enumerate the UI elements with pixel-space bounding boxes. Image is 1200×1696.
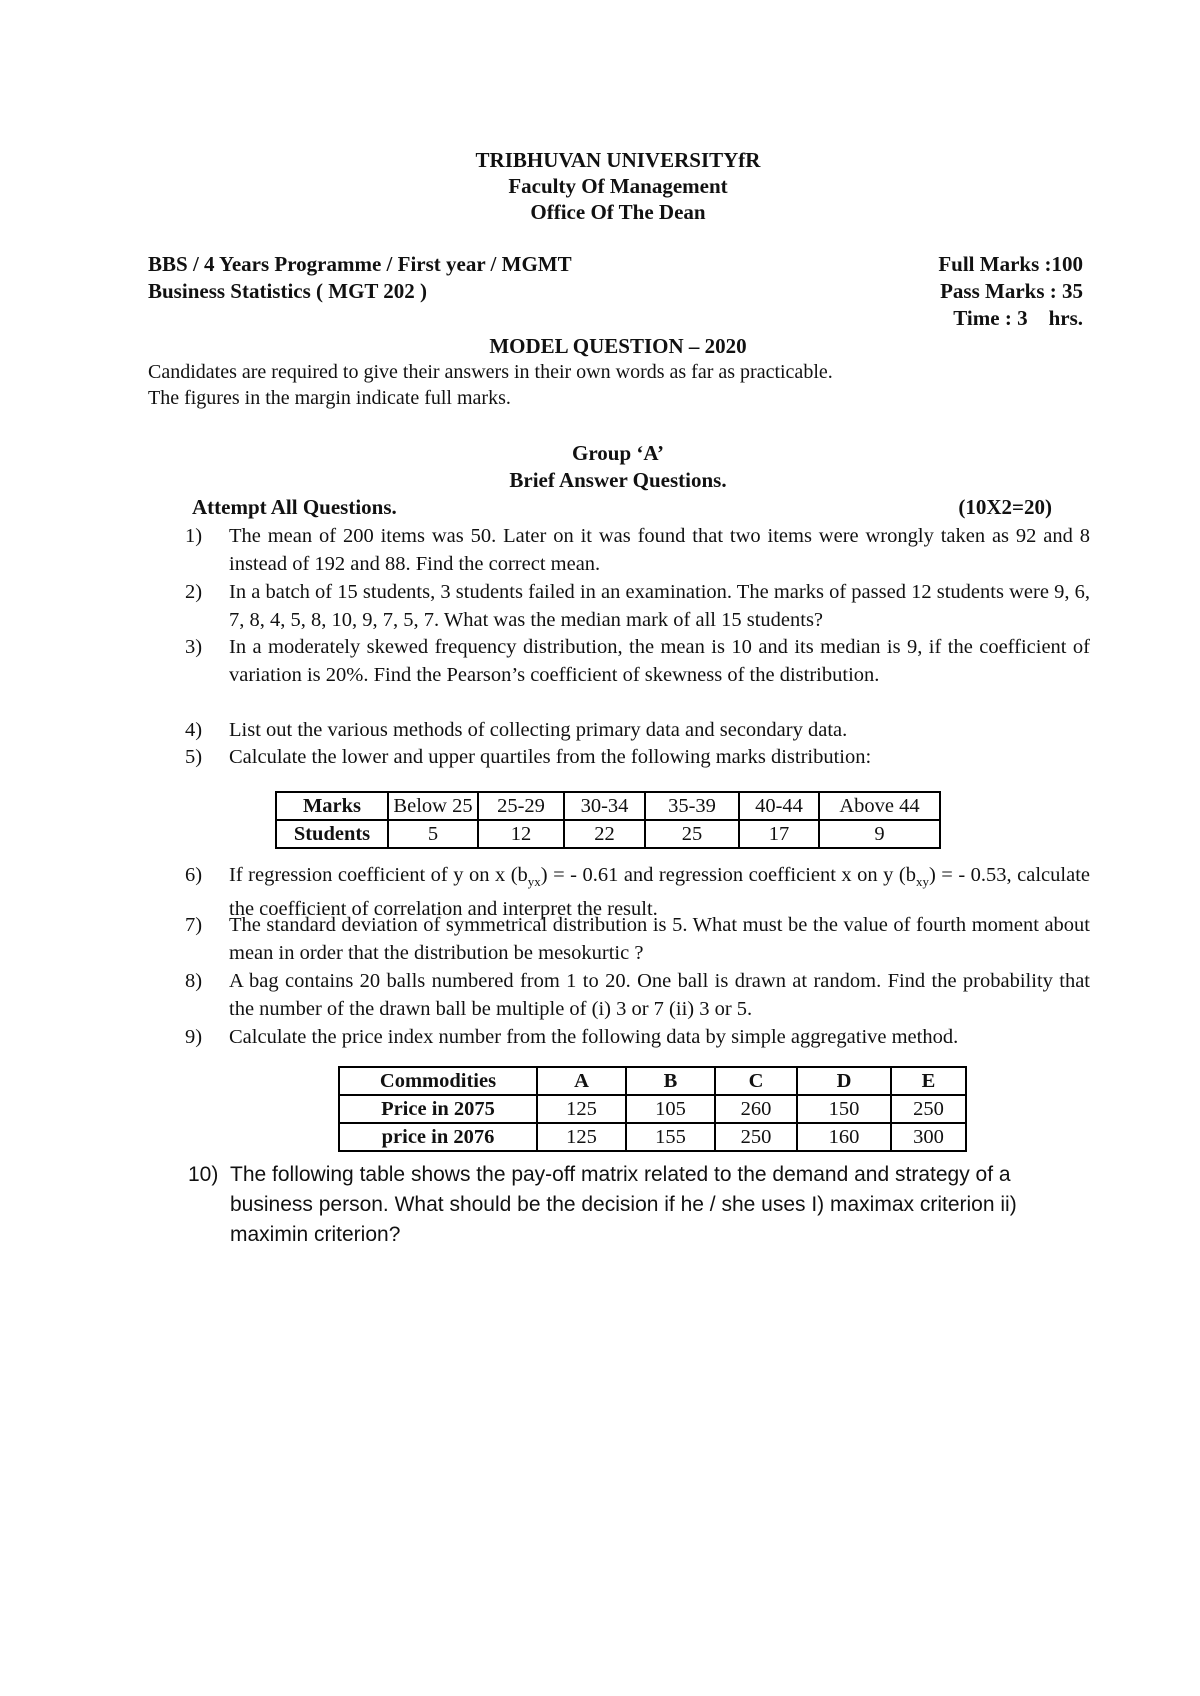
question-number: 6) [185, 864, 203, 886]
table-cell: 105 [626, 1095, 715, 1123]
table-row [339, 1123, 966, 1151]
question-text: If regression coefficient of y on x $(b_{yx})$ = - 0.61 and regression coefficient x on y $(b_{xy})$ = - 0.53, calculate the coefficient of correlation and interpret the result. [229, 864, 1090, 920]
table-header-cell: 25-29 [478, 792, 564, 820]
group-type: Brief Answer Questions. [509, 468, 727, 492]
pass-marks: Pass Marks : 35 [940, 279, 1083, 303]
question-text: List out the various methods of collecting primary data and secondary data. [229, 719, 848, 741]
attempt-instruction: Attempt All Questions. [192, 495, 397, 519]
instruction-2: The figures in the margin indicate full marks. [148, 387, 511, 409]
table-cell: 155 [626, 1123, 715, 1151]
table-header-cell: 30-34 [564, 792, 645, 820]
table-cell: 5 [388, 820, 478, 848]
table-header-cell: Commodities [339, 1067, 537, 1095]
price-index-table [338, 1066, 967, 1152]
question-number: 1) [185, 525, 203, 547]
table-cell: 22 [564, 820, 645, 848]
table-cell: Price in 2075 [339, 1095, 537, 1123]
question-text: The mean of 200 items was 50. Later on it was found that two items were wrongly taken as 92 and 8 instead of 192 and 88. Find the correct mean. [229, 525, 1090, 575]
table-cell: 12 [478, 820, 564, 848]
table-row [339, 1067, 966, 1095]
office-name: Office Of The Dean [530, 200, 706, 224]
table-header-cell: C [715, 1067, 797, 1095]
question-number: 3) [185, 636, 203, 658]
table-header-cell: Above 44 [819, 792, 940, 820]
table-cell: 9 [819, 820, 940, 848]
table-header-cell: 35-39 [645, 792, 739, 820]
table-cell: 150 [797, 1095, 891, 1123]
question-number: 4) [185, 719, 203, 741]
table-cell: price in 2076 [339, 1123, 537, 1151]
question-text: A bag contains 20 balls numbered from 1 to 20. One ball is drawn at random. Find the probability that the number of the drawn ball be multiple of (i) 3 or 7 (ii) 3 or 5. [229, 970, 1090, 1020]
table-cell: 125 [537, 1095, 626, 1123]
table-row [276, 820, 940, 848]
table-header-cell: A [537, 1067, 626, 1095]
table-row [276, 792, 940, 820]
table-cell: 17 [739, 820, 819, 848]
group-marks: (10X2=20) [958, 495, 1052, 519]
table-cell: 300 [891, 1123, 966, 1151]
table-cell: 25 [645, 820, 739, 848]
faculty-name: Faculty Of Management [508, 174, 728, 198]
question-number: 9) [185, 1026, 203, 1048]
exam-title: MODEL QUESTION – 2020 [489, 334, 747, 358]
table-header-cell: Below 25 [388, 792, 478, 820]
table-cell: 250 [715, 1123, 797, 1151]
question-text: Calculate the price index number from the following data by simple aggregative method. [229, 1026, 959, 1048]
question-text: The following table shows the pay-off matrix related to the demand and strategy of a business person. What should be the decision if he / she uses I) maximax criterion ii) maximin criterion? [230, 1163, 1017, 1246]
group-name: Group ‘A’ [572, 441, 664, 465]
subject: Business Statistics ( MGT 202 ) [148, 279, 428, 303]
programme: BBS / 4 Years Programme / First year / MGMT [148, 252, 572, 276]
table-cell: Students [276, 820, 388, 848]
table-cell: 260 [715, 1095, 797, 1123]
table-row [339, 1095, 966, 1123]
table-header-cell: D [797, 1067, 891, 1095]
question-number: 8) [185, 970, 203, 992]
time: Time : 3 hrs. [953, 306, 1083, 330]
question-text: In a batch of 15 students, 3 students failed in an examination. The marks of passed 12 students were 9, 6, 7, 8, 4, 5, 8, 10, 9, 7, 5, 7. What was the median mark of all 15 students? [229, 581, 1090, 631]
table-cell: 125 [537, 1123, 626, 1151]
question-text: In a moderately skewed frequency distribution, the mean is 10 and its median is 9, if the coefficient of variation is 20%. Find the Pearson’s coefficient of skewness of the distribution. [229, 636, 1090, 686]
marks-distribution-table [275, 791, 941, 849]
question-number: 10) [188, 1163, 219, 1186]
question-number: 5) [185, 746, 203, 768]
question-number: 2) [185, 581, 203, 603]
table-header-cell: 40-44 [739, 792, 819, 820]
question-number: 7) [185, 914, 203, 936]
question-text: The standard deviation of symmetrical distribution is 5. What must be the value of fourth moment about mean in order that the distribution be mesokurtic ? [229, 914, 1090, 964]
table-header-cell: Marks [276, 792, 388, 820]
university-name: TRIBHUVAN UNIVERSITYfR [475, 148, 761, 172]
full-marks: Full Marks :100 [938, 252, 1083, 276]
table-header-cell: B [626, 1067, 715, 1095]
table-cell: 250 [891, 1095, 966, 1123]
table-header-cell: E [891, 1067, 966, 1095]
instruction-1: Candidates are required to give their answers in their own words as far as practicable. [148, 361, 833, 383]
question-text: Calculate the lower and upper quartiles from the following marks distribution: [229, 746, 872, 768]
table-cell: 160 [797, 1123, 891, 1151]
